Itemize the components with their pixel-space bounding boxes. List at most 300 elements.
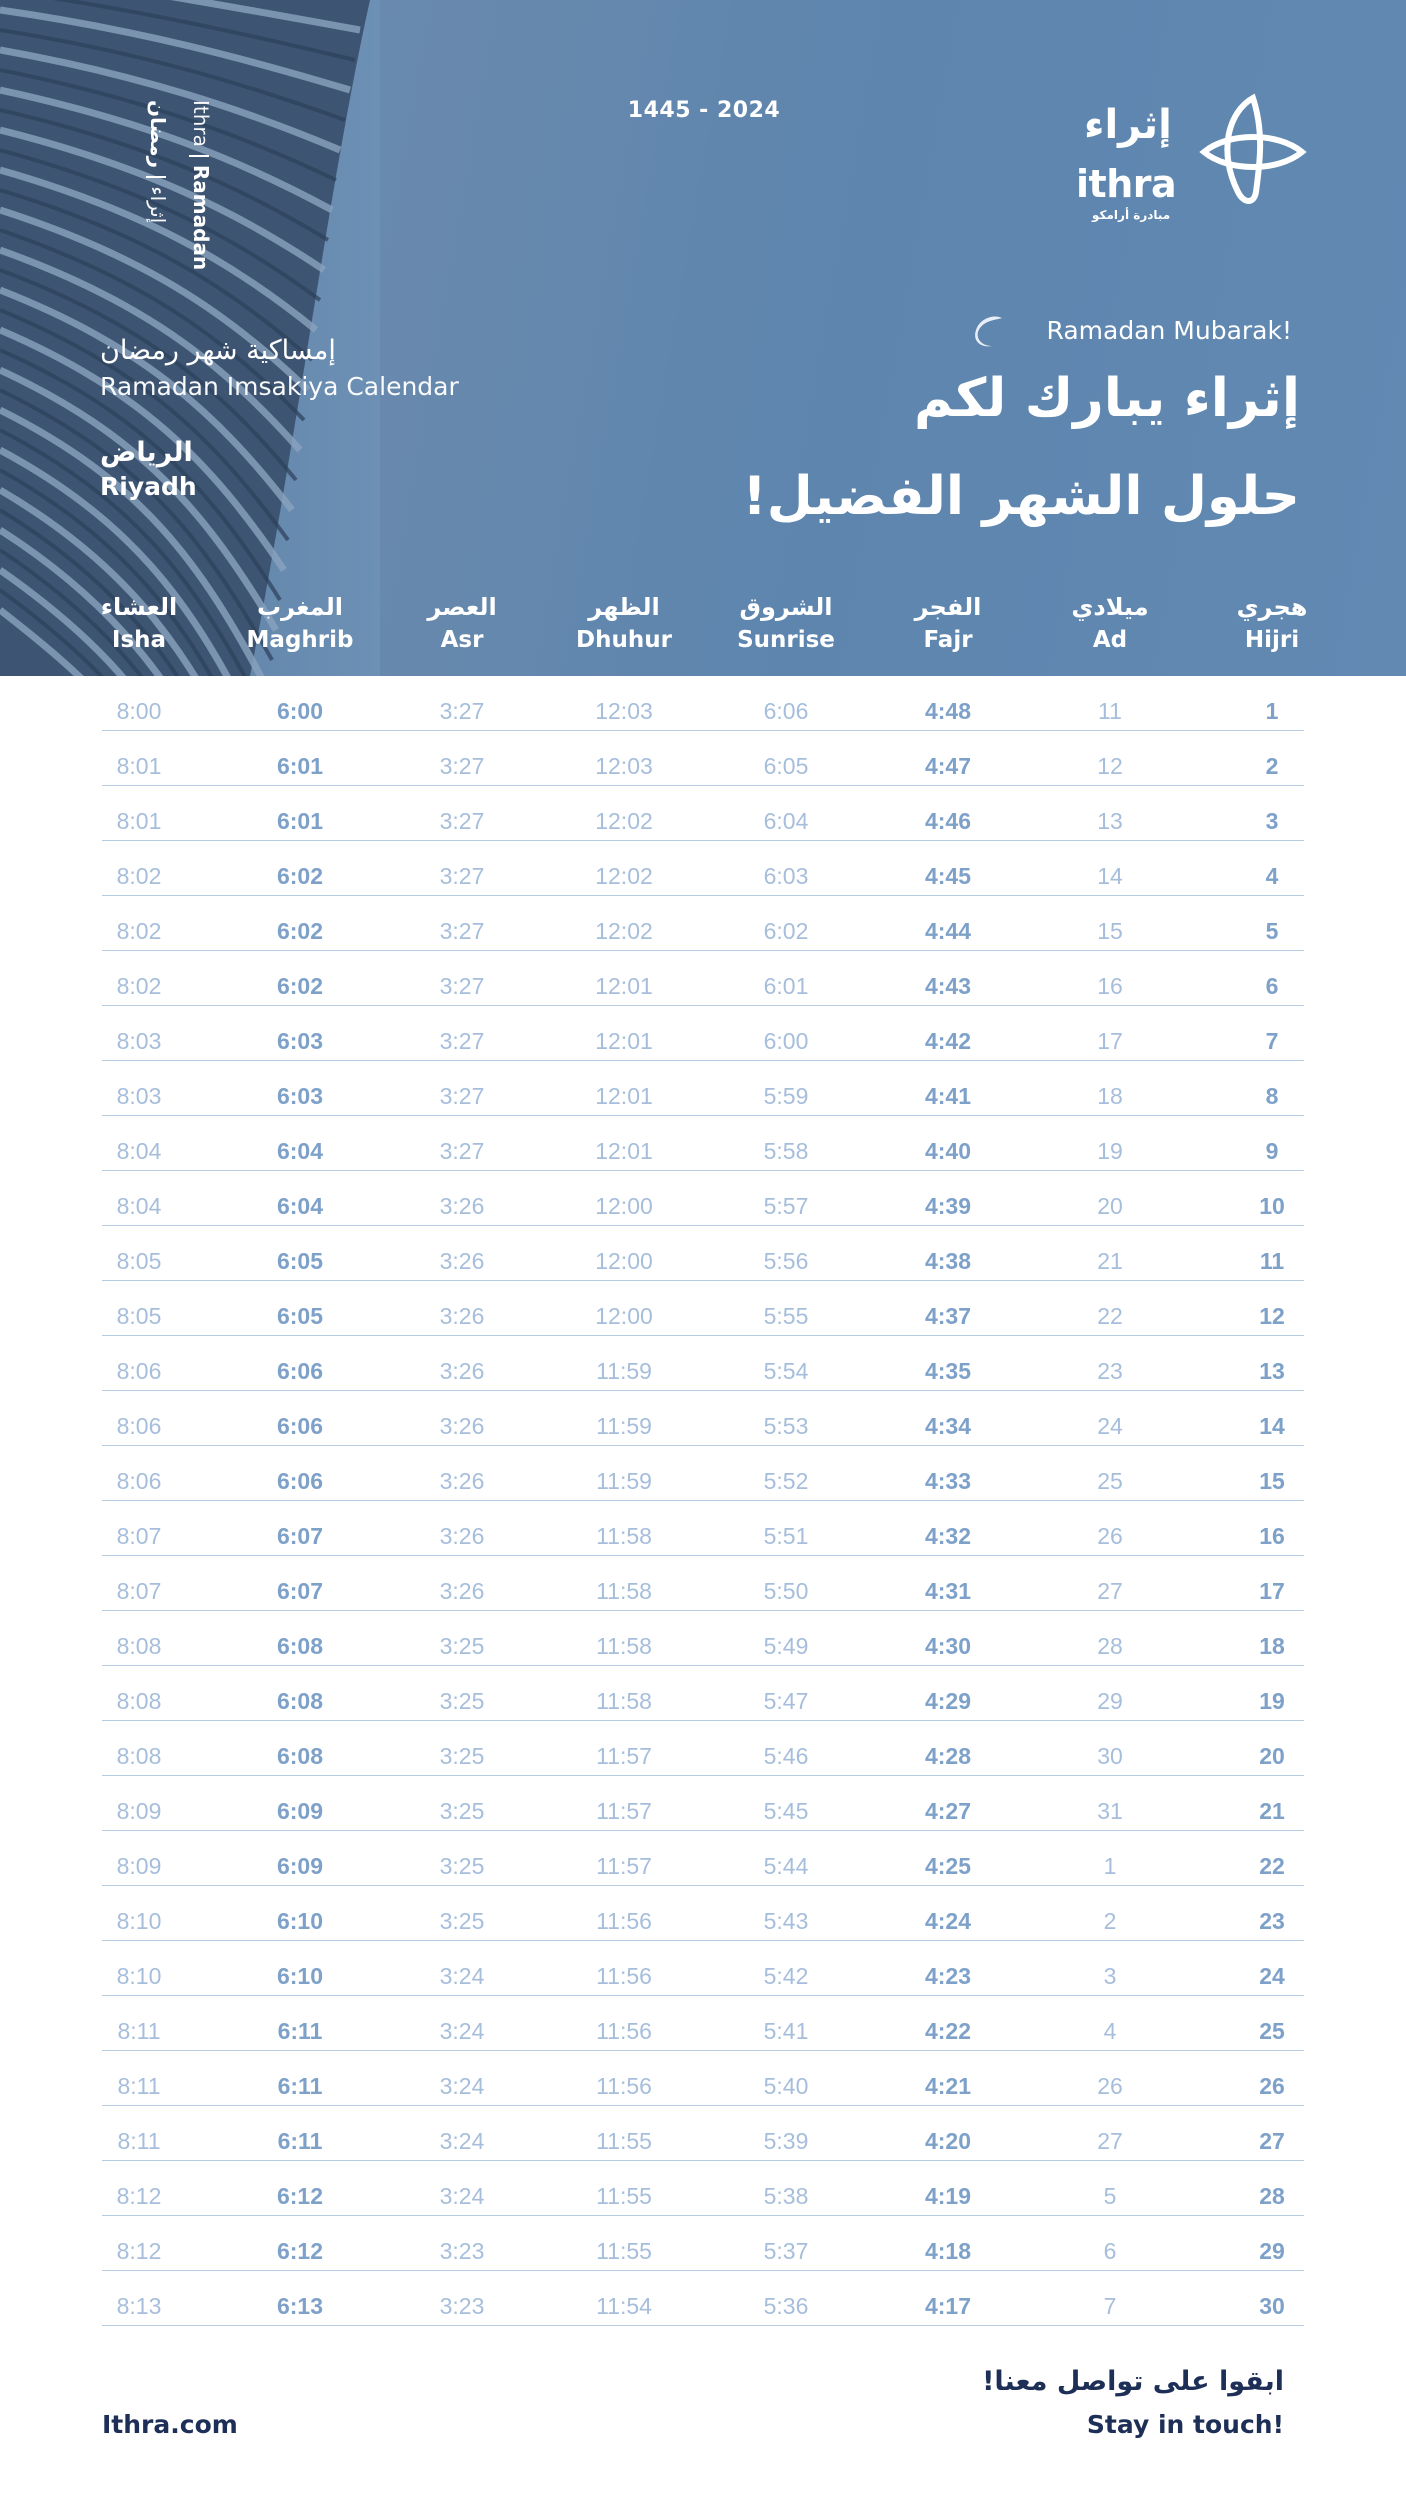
cell-hijri: 24	[1259, 1963, 1285, 1989]
cell-asr: 3:27	[439, 918, 485, 944]
cell-dhuhur: 11:56	[596, 1963, 652, 1989]
cell-fajr: 4:38	[924, 1248, 972, 1274]
cell-asr: 3:27	[439, 973, 485, 999]
column-header-hijri	[1207, 592, 1337, 655]
cell-hijri: 25	[1259, 2018, 1285, 2044]
cell-dhuhur: 12:03	[595, 698, 653, 724]
cell-asr: 3:24	[439, 2073, 485, 2099]
cell-ad: 1	[1103, 1853, 1117, 1879]
cell-sunrise: 6:01	[763, 973, 809, 999]
cell-hijri: 8	[1265, 1083, 1279, 1109]
table-row	[102, 1666, 1304, 1721]
table-row	[102, 1941, 1304, 1996]
table-row	[102, 2106, 1304, 2161]
prayer-times-table	[102, 676, 1304, 2326]
cell-asr: 3:24	[439, 2018, 485, 2044]
cell-isha: 8:13	[116, 2293, 162, 2319]
cell-maghrib: 6:12	[276, 2238, 324, 2264]
column-header-en: Dhuhur	[576, 627, 672, 653]
cell-dhuhur: 12:01	[595, 973, 653, 999]
cell-dhuhur: 12:01	[595, 1138, 653, 1164]
cell-asr: 3:27	[439, 808, 485, 834]
cell-asr: 3:27	[439, 1083, 485, 1109]
cell-hijri: 29	[1259, 2238, 1285, 2264]
cell-fajr: 4:17	[924, 2293, 972, 2319]
cell-ad: 2	[1103, 1908, 1117, 1934]
cell-isha: 8:03	[116, 1083, 162, 1109]
cell-dhuhur: 11:56	[596, 2073, 652, 2099]
column-header-fajr	[883, 592, 1013, 655]
column-header-dhuhur	[559, 592, 689, 655]
table-row	[102, 2271, 1304, 2326]
cell-asr: 3:23	[439, 2238, 485, 2264]
column-header-ar: العشاء	[100, 593, 178, 621]
cell-fajr: 4:48	[924, 698, 972, 724]
cell-fajr: 4:39	[924, 1193, 972, 1219]
cell-sunrise: 6:03	[763, 863, 809, 889]
cell-isha: 8:06	[116, 1413, 162, 1439]
cell-hijri: 6	[1265, 973, 1279, 999]
cell-hijri: 27	[1259, 2128, 1285, 2154]
cell-ad: 14	[1097, 863, 1123, 889]
cell-hijri: 21	[1259, 1798, 1285, 1824]
table-row	[102, 951, 1304, 1006]
cell-hijri: 28	[1259, 2183, 1285, 2209]
cell-fajr: 4:46	[924, 808, 972, 834]
cell-hijri: 11	[1259, 1248, 1285, 1274]
cell-isha: 8:04	[116, 1138, 162, 1164]
cell-maghrib: 6:11	[277, 2018, 323, 2044]
cell-isha: 8:11	[117, 2073, 161, 2099]
cell-maghrib: 6:09	[276, 1853, 324, 1879]
cell-ad: 26	[1097, 1523, 1123, 1549]
cell-asr: 3:24	[439, 2128, 485, 2154]
table-row	[102, 841, 1304, 896]
cell-isha: 8:00	[116, 698, 162, 724]
cell-asr: 3:26	[439, 1578, 485, 1604]
cell-sunrise: 6:02	[763, 918, 809, 944]
cell-hijri: 20	[1259, 1743, 1285, 1769]
cell-isha: 8:03	[116, 1028, 162, 1054]
column-header-sunrise	[721, 592, 851, 655]
cell-ad: 21	[1097, 1248, 1123, 1274]
cell-asr: 3:27	[439, 1138, 485, 1164]
table-row	[102, 1281, 1304, 1336]
cell-sunrise: 5:40	[763, 2073, 809, 2099]
table-row	[102, 1776, 1304, 1831]
table-row	[102, 731, 1304, 786]
cell-ad: 18	[1097, 1083, 1123, 1109]
cell-dhuhur: 11:59	[596, 1358, 652, 1384]
cell-dhuhur: 12:00	[595, 1193, 653, 1219]
table-row	[102, 1006, 1304, 1061]
cell-maghrib: 6:06	[276, 1413, 324, 1439]
cell-asr: 3:27	[439, 753, 485, 779]
cell-asr: 3:27	[439, 698, 485, 724]
cell-asr: 3:26	[439, 1358, 485, 1384]
cell-sunrise: 5:46	[763, 1743, 809, 1769]
cell-ad: 24	[1097, 1413, 1123, 1439]
cell-asr: 3:25	[439, 1908, 485, 1934]
cell-isha: 8:10	[116, 1908, 162, 1934]
cell-maghrib: 6:11	[277, 2128, 323, 2154]
cell-ad: 29	[1097, 1688, 1123, 1714]
table-row	[102, 1446, 1304, 1501]
cell-asr: 3:23	[439, 2293, 485, 2319]
table-row	[102, 2161, 1304, 2216]
table-row	[102, 786, 1304, 841]
cell-maghrib: 6:03	[276, 1028, 324, 1054]
table-row	[102, 1996, 1304, 2051]
cell-dhuhur: 11:57	[596, 1743, 652, 1769]
cell-dhuhur: 11:55	[596, 2128, 652, 2154]
cell-isha: 8:11	[117, 2128, 161, 2154]
cell-isha: 8:12	[116, 2238, 162, 2264]
column-header-ar: الشروق	[739, 593, 833, 621]
cell-fajr: 4:31	[924, 1578, 972, 1604]
cell-fajr: 4:25	[924, 1853, 972, 1879]
cell-fajr: 4:42	[924, 1028, 972, 1054]
cell-dhuhur: 11:59	[596, 1413, 652, 1439]
column-header-en: Ad	[1092, 627, 1128, 653]
cell-hijri: 4	[1265, 863, 1279, 889]
stay-in-touch-ar: ابقوا على تواصل معنا!	[982, 2366, 1284, 2397]
cell-hijri: 18	[1259, 1633, 1285, 1659]
cell-hijri: 14	[1259, 1413, 1285, 1439]
cell-isha: 8:09	[116, 1853, 162, 1879]
website-link[interactable]: Ithra.com	[102, 2410, 238, 2439]
cell-fajr: 4:30	[924, 1633, 972, 1659]
cell-hijri: 19	[1259, 1688, 1285, 1714]
cell-dhuhur: 11:56	[596, 2018, 652, 2044]
cell-asr: 3:26	[439, 1193, 485, 1219]
cell-fajr: 4:24	[924, 1908, 972, 1934]
cell-hijri: 5	[1265, 918, 1279, 944]
cell-fajr: 4:37	[924, 1303, 972, 1329]
table-row	[102, 2051, 1304, 2106]
cell-isha: 8:01	[116, 753, 162, 779]
cell-sunrise: 6:04	[763, 808, 809, 834]
cell-hijri: 22	[1259, 1853, 1285, 1879]
cell-maghrib: 6:08	[276, 1688, 324, 1714]
cell-fajr: 4:27	[924, 1798, 972, 1824]
cell-dhuhur: 11:58	[596, 1688, 652, 1714]
cell-sunrise: 5:36	[763, 2293, 809, 2319]
cell-fajr: 4:33	[924, 1468, 972, 1494]
cell-isha: 8:07	[116, 1523, 162, 1549]
cell-isha: 8:07	[116, 1578, 162, 1604]
column-header-en: Isha	[111, 627, 167, 653]
logo-arabic: إثراء	[1084, 102, 1172, 148]
cell-ad: 26	[1097, 2073, 1123, 2099]
cell-dhuhur: 12:02	[595, 918, 653, 944]
cell-asr: 3:25	[439, 1798, 485, 1824]
cell-fajr: 4:28	[924, 1743, 972, 1769]
cell-asr: 3:27	[439, 863, 485, 889]
cell-dhuhur: 12:02	[595, 808, 653, 834]
cell-isha: 8:04	[116, 1193, 162, 1219]
table-row	[102, 1501, 1304, 1556]
header-banner	[0, 0, 1406, 676]
cell-dhuhur: 12:00	[595, 1248, 653, 1274]
cell-asr: 3:27	[439, 1028, 485, 1054]
cell-sunrise: 5:44	[763, 1853, 809, 1879]
cell-fajr: 4:29	[924, 1688, 972, 1714]
table-row	[102, 896, 1304, 951]
cell-maghrib: 6:02	[276, 918, 324, 944]
cell-asr: 3:26	[439, 1303, 485, 1329]
ithra-logo	[1070, 92, 1310, 242]
cell-maghrib: 6:05	[276, 1303, 324, 1329]
table-row	[102, 1171, 1304, 1226]
vertical-brand-ar: إثراءرمضان	[146, 100, 170, 224]
cell-hijri: 30	[1259, 2293, 1285, 2319]
cell-maghrib: 6:11	[277, 2073, 323, 2099]
table-row	[102, 1611, 1304, 1666]
cell-maghrib: 6:01	[276, 753, 324, 779]
cell-sunrise: 5:59	[763, 1083, 809, 1109]
cell-maghrib: 6:03	[276, 1083, 324, 1109]
column-header-ad	[1045, 592, 1175, 655]
cell-dhuhur: 11:54	[596, 2293, 652, 2319]
cell-dhuhur: 12:01	[595, 1083, 653, 1109]
cell-isha: 8:10	[116, 1963, 162, 1989]
cell-dhuhur: 11:55	[596, 2238, 652, 2264]
cell-isha: 8:01	[116, 808, 162, 834]
cell-sunrise: 5:45	[763, 1798, 809, 1824]
cell-ad: 6	[1103, 2238, 1117, 2264]
cell-dhuhur: 12:00	[595, 1303, 653, 1329]
cell-ad: 11	[1098, 698, 1122, 724]
cell-maghrib: 6:08	[276, 1633, 324, 1659]
cell-maghrib: 6:01	[276, 808, 324, 834]
cell-sunrise: 5:57	[763, 1193, 809, 1219]
cell-ad: 23	[1097, 1358, 1123, 1384]
cell-maghrib: 6:05	[276, 1248, 324, 1274]
cell-dhuhur: 11:58	[596, 1578, 652, 1604]
cell-ad: 19	[1097, 1138, 1123, 1164]
cell-fajr: 4:19	[924, 2183, 972, 2209]
cell-sunrise: 5:55	[763, 1303, 809, 1329]
cell-sunrise: 5:56	[763, 1248, 809, 1274]
vertical-brand-en: IthraRamadan	[189, 100, 213, 271]
column-header-ar: هجري	[1236, 593, 1308, 621]
cell-sunrise: 5:39	[763, 2128, 809, 2154]
cell-sunrise: 5:37	[763, 2238, 809, 2264]
cell-asr: 3:24	[439, 1963, 485, 1989]
column-header-ar: العصر	[427, 593, 497, 621]
year-label: 1445 - 2024	[627, 98, 781, 123]
cell-isha: 8:11	[117, 2018, 161, 2044]
cell-dhuhur: 11:55	[596, 2183, 652, 2209]
cell-ad: 28	[1097, 1633, 1123, 1659]
cell-asr: 3:25	[439, 1688, 485, 1714]
cell-ad: 16	[1097, 973, 1123, 999]
cell-sunrise: 5:38	[763, 2183, 809, 2209]
cell-sunrise: 6:00	[763, 1028, 809, 1054]
cell-isha: 8:06	[116, 1468, 162, 1494]
logo-english: ithra	[1076, 162, 1177, 206]
city-name-ar: الرياض	[100, 437, 193, 468]
cell-dhuhur: 11:58	[596, 1523, 652, 1549]
cell-maghrib: 6:04	[276, 1138, 324, 1164]
column-header-ar: ميلادي	[1071, 593, 1149, 621]
cell-ad: 25	[1097, 1468, 1123, 1494]
cell-isha: 8:09	[116, 1798, 162, 1824]
cell-asr: 3:25	[439, 1743, 485, 1769]
cell-hijri: 7	[1265, 1028, 1279, 1054]
cell-sunrise: 6:06	[763, 698, 809, 724]
ramadan-mubarak-text: Ramadan Mubarak!	[1046, 316, 1292, 345]
table-row	[102, 1116, 1304, 1171]
table-row	[102, 676, 1304, 731]
city-name-en: Riyadh	[100, 472, 197, 501]
cell-ad: 27	[1097, 1578, 1123, 1604]
table-row	[102, 1721, 1304, 1776]
cell-ad: 17	[1097, 1028, 1123, 1054]
column-header-ar: الفجر	[914, 593, 982, 621]
cell-hijri: 2	[1265, 753, 1279, 779]
cell-hijri: 16	[1259, 1523, 1285, 1549]
cell-fajr: 4:43	[924, 973, 972, 999]
cell-asr: 3:25	[439, 1633, 485, 1659]
table-row	[102, 1391, 1304, 1446]
cell-maghrib: 6:07	[276, 1523, 324, 1549]
cell-isha: 8:02	[116, 973, 162, 999]
cell-sunrise: 5:43	[763, 1908, 809, 1934]
cell-sunrise: 6:05	[763, 753, 809, 779]
column-header-asr	[397, 592, 527, 655]
cell-isha: 8:08	[116, 1743, 162, 1769]
column-header-en: Fajr	[923, 627, 973, 653]
cell-hijri: 1	[1265, 698, 1279, 724]
cell-dhuhur: 11:56	[596, 1908, 652, 1934]
cell-hijri: 23	[1259, 1908, 1285, 1934]
column-header-en: Hijri	[1244, 627, 1300, 653]
cell-isha: 8:06	[116, 1358, 162, 1384]
cell-ad: 5	[1103, 2183, 1117, 2209]
column-header-en: Maghrib	[246, 627, 354, 653]
cell-asr: 3:26	[439, 1523, 485, 1549]
cell-ad: 7	[1103, 2293, 1117, 2319]
table-row	[102, 1831, 1304, 1886]
cell-asr: 3:26	[439, 1413, 485, 1439]
cell-fajr: 4:21	[924, 2073, 972, 2099]
cell-sunrise: 5:49	[763, 1633, 809, 1659]
vertical-brand	[95, 100, 213, 271]
cell-ad: 3	[1103, 1963, 1117, 1989]
cell-dhuhur: 12:03	[595, 753, 653, 779]
table-row	[102, 1886, 1304, 1941]
cell-hijri: 3	[1265, 808, 1279, 834]
cell-sunrise: 5:58	[763, 1138, 809, 1164]
cell-maghrib: 6:10	[276, 1963, 324, 1989]
cell-fajr: 4:45	[924, 863, 972, 889]
cell-hijri: 26	[1259, 2073, 1285, 2099]
cell-maghrib: 6:12	[276, 2183, 324, 2209]
cell-fajr: 4:18	[924, 2238, 972, 2264]
cell-hijri: 9	[1265, 1138, 1279, 1164]
cell-ad: 4	[1103, 2018, 1117, 2044]
cell-hijri: 13	[1259, 1358, 1285, 1384]
cell-fajr: 4:44	[924, 918, 972, 944]
cell-asr: 3:24	[439, 2183, 485, 2209]
cell-maghrib: 6:07	[276, 1578, 324, 1604]
cell-fajr: 4:35	[924, 1358, 972, 1384]
calendar-title-ar: إمساكية شهر رمضان	[100, 335, 336, 366]
cell-isha: 8:02	[116, 863, 162, 889]
cell-ad: 22	[1097, 1303, 1123, 1329]
cell-hijri: 17	[1259, 1578, 1285, 1604]
cell-dhuhur: 11:57	[596, 1798, 652, 1824]
table-row	[102, 1336, 1304, 1391]
cell-maghrib: 6:04	[276, 1193, 324, 1219]
table-row	[102, 1061, 1304, 1116]
cell-dhuhur: 11:58	[596, 1633, 652, 1659]
cell-sunrise: 5:42	[763, 1963, 809, 1989]
column-header-maghrib	[235, 592, 365, 655]
column-header-ar: الظهر	[588, 593, 660, 621]
cell-isha: 8:02	[116, 918, 162, 944]
cell-ad: 30	[1097, 1743, 1123, 1769]
cell-fajr: 4:40	[924, 1138, 972, 1164]
ithra-emblem-icon	[1198, 92, 1308, 212]
cell-maghrib: 6:09	[276, 1798, 324, 1824]
cell-ad: 31	[1097, 1798, 1123, 1824]
cell-dhuhur: 11:57	[596, 1853, 652, 1879]
column-header-isha	[74, 592, 204, 655]
calendar-title-en: Ramadan Imsakiya Calendar	[100, 372, 459, 401]
column-header-en: Asr	[440, 627, 484, 653]
cell-fajr: 4:47	[924, 753, 972, 779]
cell-sunrise: 5:51	[763, 1523, 809, 1549]
crescent-moon-icon	[966, 312, 1008, 350]
cell-maghrib: 6:06	[276, 1468, 324, 1494]
greeting-line-1: إثراء يبارك لكم	[913, 368, 1300, 429]
cell-fajr: 4:34	[924, 1413, 972, 1439]
cell-hijri: 10	[1259, 1193, 1285, 1219]
cell-sunrise: 5:54	[763, 1358, 809, 1384]
cell-fajr: 4:41	[924, 1083, 972, 1109]
calendar-titles	[100, 335, 459, 501]
cell-maghrib: 6:02	[276, 973, 324, 999]
cell-asr: 3:25	[439, 1853, 485, 1879]
column-header-en: Sunrise	[737, 627, 835, 653]
table-row	[102, 1226, 1304, 1281]
cell-ad: 20	[1097, 1193, 1123, 1219]
cell-sunrise: 5:41	[763, 2018, 809, 2044]
cell-hijri: 15	[1259, 1468, 1285, 1494]
cell-fajr: 4:32	[924, 1523, 972, 1549]
cell-sunrise: 5:53	[763, 1413, 809, 1439]
cell-sunrise: 5:52	[763, 1468, 809, 1494]
cell-sunrise: 5:47	[763, 1688, 809, 1714]
cell-maghrib: 6:00	[276, 698, 324, 724]
cell-sunrise: 5:50	[763, 1578, 809, 1604]
cell-maghrib: 6:08	[276, 1743, 324, 1769]
cell-ad: 15	[1097, 918, 1123, 944]
cell-dhuhur: 12:02	[595, 863, 653, 889]
stay-in-touch-en: Stay in touch!	[1086, 2410, 1284, 2439]
cell-ad: 13	[1097, 808, 1123, 834]
cell-maghrib: 6:02	[276, 863, 324, 889]
cell-ad: 12	[1097, 753, 1123, 779]
cell-dhuhur: 11:59	[596, 1468, 652, 1494]
table-row	[102, 1556, 1304, 1611]
cell-asr: 3:26	[439, 1468, 485, 1494]
cell-isha: 8:08	[116, 1633, 162, 1659]
cell-fajr: 4:23	[924, 1963, 972, 1989]
